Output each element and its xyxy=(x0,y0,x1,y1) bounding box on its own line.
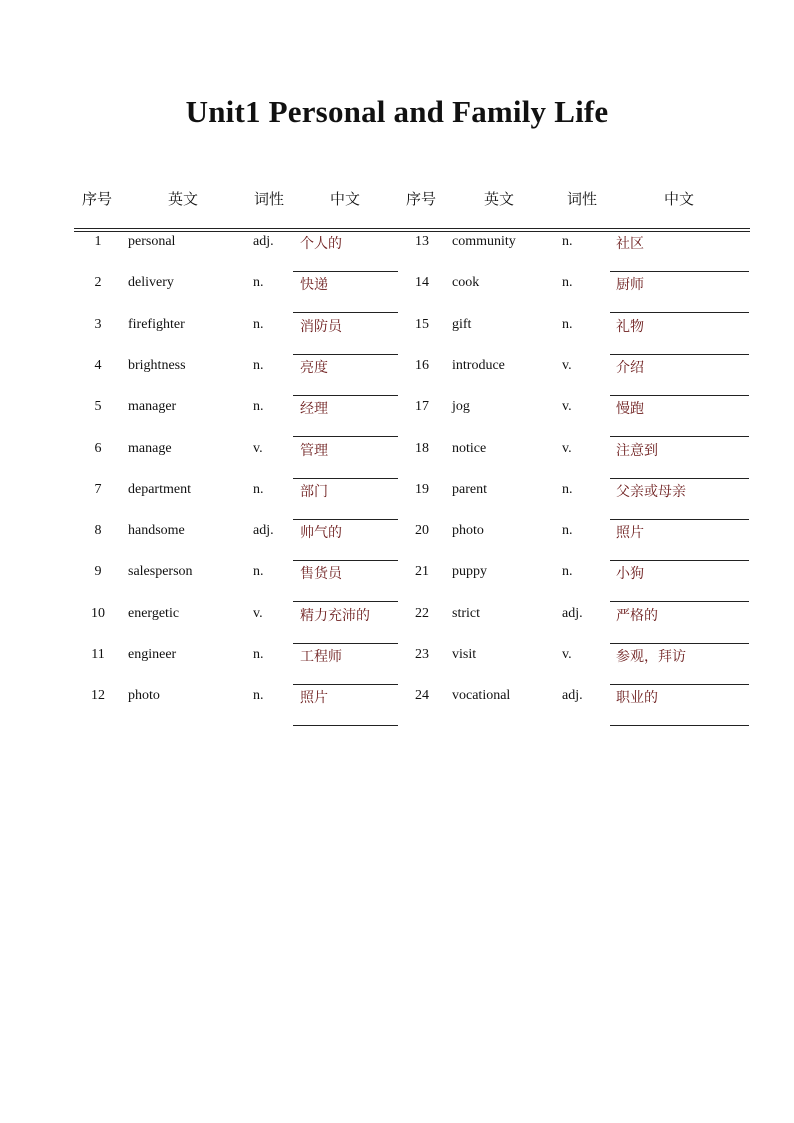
word-part-of-speech: v. xyxy=(562,441,572,456)
word-part-of-speech: n. xyxy=(562,482,573,497)
header-rule-top xyxy=(74,228,750,229)
word-english: brightness xyxy=(128,358,186,373)
word-chinese: 介绍 xyxy=(616,360,644,376)
word-number: 7 xyxy=(94,482,102,497)
word-part-of-speech: n. xyxy=(253,482,264,497)
word-chinese: 职业的 xyxy=(616,690,658,706)
word-number: 8 xyxy=(94,523,102,538)
word-chinese: 亮度 xyxy=(300,360,328,376)
word-number: 22 xyxy=(415,606,429,621)
table-row xyxy=(0,482,794,523)
word-part-of-speech: v. xyxy=(253,606,263,621)
word-part-of-speech: n. xyxy=(253,358,264,373)
word-part-of-speech: n. xyxy=(253,275,264,290)
word-english: notice xyxy=(452,441,487,456)
header-english-left: 英文 xyxy=(167,190,198,208)
header-pos-right: 词性 xyxy=(566,190,597,208)
table-row xyxy=(0,275,794,316)
answer-line xyxy=(610,478,749,479)
word-number: 19 xyxy=(415,482,429,497)
word-number: 23 xyxy=(415,647,429,662)
word-number: 3 xyxy=(94,317,102,332)
table-row xyxy=(0,441,794,482)
word-chinese: 礼物 xyxy=(616,319,644,335)
word-chinese: 严格的 xyxy=(616,608,658,624)
word-chinese: 精力充沛的 xyxy=(300,608,370,624)
table-row xyxy=(0,647,794,688)
word-part-of-speech: adj. xyxy=(253,234,274,249)
word-english: salesperson xyxy=(128,564,193,579)
word-part-of-speech: n. xyxy=(253,399,264,414)
answer-line xyxy=(293,601,398,602)
table-row xyxy=(0,358,794,399)
word-part-of-speech: v. xyxy=(562,358,572,373)
header-no-right: 序号 xyxy=(405,190,436,208)
answer-line xyxy=(610,395,749,396)
word-part-of-speech: adj. xyxy=(562,606,583,621)
word-number: 2 xyxy=(94,275,102,290)
answer-line xyxy=(293,478,398,479)
table-row xyxy=(0,234,794,275)
header-chinese-left: 中文 xyxy=(329,190,360,208)
table-row xyxy=(0,317,794,358)
answer-line xyxy=(293,271,398,272)
word-english: photo xyxy=(452,523,484,538)
word-english: engineer xyxy=(128,647,177,662)
word-english: vocational xyxy=(452,688,511,703)
answer-line xyxy=(293,312,398,313)
word-part-of-speech: n. xyxy=(562,523,573,538)
word-number: 24 xyxy=(415,688,429,703)
answer-line xyxy=(610,354,749,355)
answer-line xyxy=(610,436,749,437)
word-chinese: 消防员 xyxy=(300,319,342,335)
answer-line xyxy=(610,560,749,561)
word-chinese: 社区 xyxy=(616,236,644,252)
word-number: 9 xyxy=(94,564,102,579)
word-chinese: 注意到 xyxy=(616,443,658,459)
word-part-of-speech: n. xyxy=(562,564,573,579)
word-part-of-speech: n. xyxy=(253,688,264,703)
answer-line xyxy=(610,271,749,272)
word-chinese: 参观，拜访 xyxy=(616,649,686,665)
answer-line xyxy=(610,519,749,520)
word-part-of-speech: adj. xyxy=(562,688,583,703)
word-chinese: 个人的 xyxy=(300,236,342,252)
answer-line xyxy=(293,725,398,726)
word-number: 1 xyxy=(94,234,102,249)
word-english: gift xyxy=(452,317,472,332)
word-english: introduce xyxy=(452,358,505,373)
answer-line xyxy=(293,354,398,355)
word-number: 5 xyxy=(94,399,102,414)
word-part-of-speech: v. xyxy=(253,441,263,456)
word-chinese: 经理 xyxy=(300,401,328,417)
word-english: community xyxy=(452,234,516,249)
word-english: visit xyxy=(452,647,477,662)
word-number: 14 xyxy=(415,275,429,290)
answer-line xyxy=(293,519,398,520)
answer-line xyxy=(610,643,749,644)
word-number: 15 xyxy=(415,317,429,332)
word-english: jog xyxy=(452,399,470,414)
word-english: strict xyxy=(452,606,480,621)
word-english: manage xyxy=(128,441,172,456)
table-row xyxy=(0,606,794,647)
page-title: Unit1 Personal and Family Life xyxy=(185,94,609,129)
word-chinese: 照片 xyxy=(616,525,644,541)
word-part-of-speech: v. xyxy=(562,647,572,662)
word-number: 4 xyxy=(94,358,102,373)
table-row xyxy=(0,688,794,729)
table-row xyxy=(0,523,794,564)
word-chinese: 工程师 xyxy=(300,649,342,665)
word-number: 20 xyxy=(415,523,429,538)
header-no-left: 序号 xyxy=(81,190,112,208)
word-part-of-speech: n. xyxy=(253,317,264,332)
word-chinese: 帅气的 xyxy=(300,525,342,541)
answer-line xyxy=(293,436,398,437)
word-english: energetic xyxy=(128,606,180,621)
answer-line xyxy=(610,725,749,726)
header-english-right: 英文 xyxy=(483,190,514,208)
word-part-of-speech: n. xyxy=(253,564,264,579)
word-chinese: 父亲或母亲 xyxy=(616,484,686,500)
word-chinese: 厨师 xyxy=(616,277,644,293)
word-number: 6 xyxy=(94,441,102,456)
word-number: 16 xyxy=(415,358,429,373)
word-chinese: 慢跑 xyxy=(616,401,644,417)
word-number: 10 xyxy=(91,606,105,621)
word-english: delivery xyxy=(128,275,174,290)
word-number: 13 xyxy=(415,234,429,249)
word-chinese: 管理 xyxy=(300,443,328,459)
word-english: department xyxy=(128,482,191,497)
word-chinese: 照片 xyxy=(300,690,328,706)
word-number: 18 xyxy=(415,441,429,456)
answer-line xyxy=(293,395,398,396)
word-chinese: 小狗 xyxy=(616,566,644,582)
word-part-of-speech: v. xyxy=(562,399,572,414)
word-english: puppy xyxy=(452,564,487,579)
answer-line xyxy=(610,601,749,602)
word-number: 11 xyxy=(91,647,105,662)
answer-line xyxy=(293,643,398,644)
word-english: parent xyxy=(452,482,487,497)
answer-line xyxy=(610,312,749,313)
word-english: manager xyxy=(128,399,177,414)
table-row xyxy=(0,399,794,440)
word-number: 21 xyxy=(415,564,429,579)
header-pos-left: 词性 xyxy=(253,190,284,208)
word-english: firefighter xyxy=(128,317,185,332)
word-part-of-speech: n. xyxy=(562,317,573,332)
word-number: 17 xyxy=(415,399,429,414)
word-number: 12 xyxy=(91,688,105,703)
answer-line xyxy=(610,684,749,685)
word-english: personal xyxy=(128,234,176,249)
word-english: handsome xyxy=(128,523,185,538)
word-chinese: 部门 xyxy=(300,484,328,500)
word-english: cook xyxy=(452,275,480,290)
header-chinese-right: 中文 xyxy=(663,190,694,208)
word-part-of-speech: n. xyxy=(562,275,573,290)
word-part-of-speech: n. xyxy=(562,234,573,249)
word-chinese: 快递 xyxy=(300,277,328,293)
word-part-of-speech: n. xyxy=(253,647,264,662)
answer-line xyxy=(293,684,398,685)
table-row xyxy=(0,564,794,605)
answer-line xyxy=(293,560,398,561)
header-rule-bottom xyxy=(74,231,750,232)
word-part-of-speech: adj. xyxy=(253,523,274,538)
word-chinese: 售货员 xyxy=(300,566,342,582)
word-english: photo xyxy=(128,688,160,703)
